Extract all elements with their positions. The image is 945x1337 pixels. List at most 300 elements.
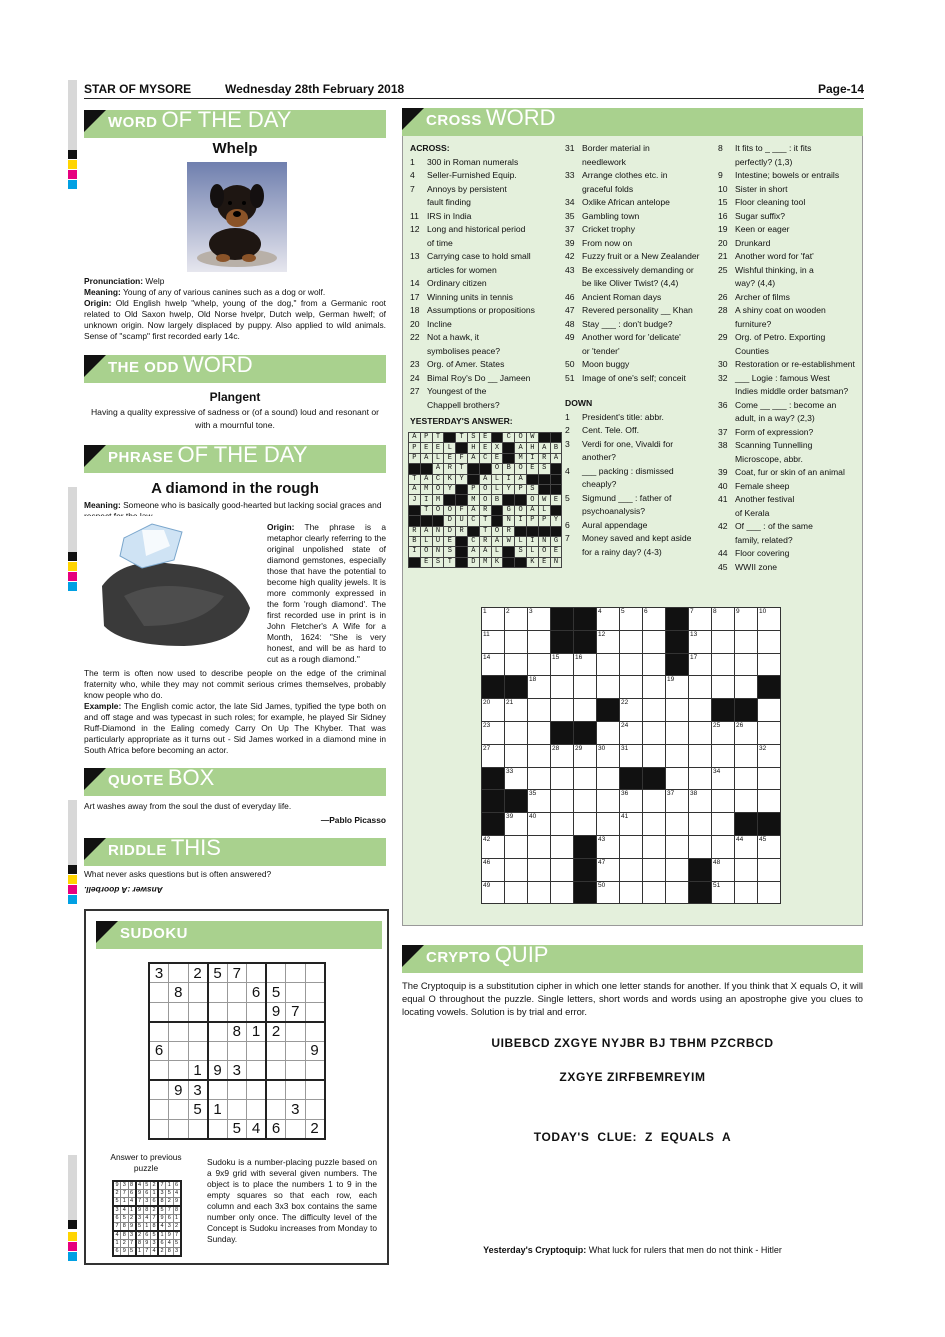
sudoku-cell[interactable]: 5 (227, 1119, 247, 1139)
crossword-cell[interactable] (666, 721, 689, 744)
crossword-cell[interactable]: 38 (689, 790, 712, 813)
sudoku-cell[interactable] (227, 1100, 247, 1120)
sudoku-cell[interactable]: 3 (227, 1061, 247, 1081)
black-square[interactable] (574, 630, 597, 653)
crossword-cell[interactable] (505, 881, 528, 904)
sudoku-cell[interactable]: 3 (188, 1080, 208, 1100)
crossword-cell[interactable]: 49 (482, 881, 505, 904)
crossword-cell[interactable] (666, 835, 689, 858)
crossword-cell[interactable] (735, 881, 758, 904)
crossword-cell[interactable] (620, 881, 643, 904)
sudoku-cell[interactable] (247, 1002, 267, 1022)
sudoku-cell[interactable] (169, 1119, 189, 1139)
black-square[interactable] (666, 630, 689, 653)
black-square[interactable] (574, 858, 597, 881)
crossword-cell[interactable]: 5 (620, 608, 643, 631)
crossword-cell[interactable]: 27 (482, 744, 505, 767)
crossword-cell[interactable] (643, 813, 666, 836)
answer-cell: 1 (121, 1198, 129, 1207)
answer-letter: O (538, 547, 550, 557)
sudoku-cell[interactable] (169, 1022, 189, 1042)
crossword-cell[interactable] (758, 630, 781, 653)
answer-letter: D (444, 516, 456, 526)
clue (718, 372, 863, 386)
black-square[interactable] (551, 721, 574, 744)
black-square (515, 557, 527, 567)
crossword-cell[interactable] (551, 699, 574, 722)
answer-letter: O (491, 526, 503, 536)
sudoku-cell[interactable] (169, 1041, 189, 1061)
sudoku-cell[interactable] (188, 1002, 208, 1022)
sudoku-cell[interactable] (286, 1061, 306, 1081)
black-square[interactable] (482, 767, 505, 790)
clue (718, 561, 863, 575)
sudoku-cell[interactable]: 1 (188, 1061, 208, 1081)
crossword-cell[interactable] (528, 835, 551, 858)
sudoku-cell[interactable] (227, 1002, 247, 1022)
clue-number: 13 (410, 251, 420, 261)
crossword-cell[interactable]: 11 (482, 630, 505, 653)
crossword-cell[interactable] (643, 858, 666, 881)
sudoku-cell[interactable] (227, 1080, 247, 1100)
crossword-cell[interactable] (597, 721, 620, 744)
crossword-cell[interactable]: 41 (620, 813, 643, 836)
sudoku-cell[interactable] (266, 1041, 286, 1061)
crossword-cell[interactable] (689, 813, 712, 836)
answer-letter: R (479, 536, 491, 546)
answer-letter: C (432, 474, 444, 484)
answer-letter: O (420, 547, 432, 557)
sudoku-cell[interactable] (208, 1041, 228, 1061)
black-square (550, 474, 562, 484)
sudoku-cell[interactable] (305, 1080, 325, 1100)
crossword-cell[interactable]: 26 (735, 721, 758, 744)
sudoku-cell[interactable] (247, 1061, 267, 1081)
crossword-cell[interactable]: 28 (551, 744, 574, 767)
crossword-cell[interactable]: 8 (712, 608, 735, 631)
crossword-cell[interactable]: 19 (666, 676, 689, 699)
sudoku-cell[interactable] (188, 1119, 208, 1139)
crossword-cell[interactable]: 10 (758, 608, 781, 631)
sudoku-cell[interactable] (247, 963, 267, 983)
crossword-cell[interactable] (574, 676, 597, 699)
sudoku-cell[interactable] (266, 1100, 286, 1120)
crossword-cell[interactable]: 15 (551, 653, 574, 676)
crossword-cell[interactable] (666, 813, 689, 836)
reg-mark-magenta (68, 572, 77, 581)
sudoku-cell[interactable] (247, 1041, 267, 1061)
crossword-cell[interactable] (643, 881, 666, 904)
crossword-cell[interactable] (735, 767, 758, 790)
sudoku-cell[interactable] (286, 1022, 306, 1042)
crossword-cell[interactable] (758, 767, 781, 790)
black-square[interactable] (666, 608, 689, 631)
crossword-cell[interactable] (574, 699, 597, 722)
crossword-cell[interactable] (735, 858, 758, 881)
crossword-cell[interactable] (597, 767, 620, 790)
sudoku-cell[interactable] (149, 1061, 169, 1081)
answer-letter: A (550, 453, 562, 463)
answer-letter: E (479, 433, 491, 443)
black-square[interactable] (689, 858, 712, 881)
sudoku-cell[interactable]: 2 (305, 1119, 325, 1139)
crossword-cell[interactable] (597, 653, 620, 676)
crossword-cell[interactable]: 9 (735, 608, 758, 631)
sudoku-cell[interactable]: 2 (266, 1022, 286, 1042)
clue-number (718, 534, 735, 548)
sudoku-cell[interactable]: 5 (208, 963, 228, 983)
crossword-cell[interactable]: 43 (597, 835, 620, 858)
black-square (432, 516, 444, 526)
crossword-cell[interactable] (505, 721, 528, 744)
sudoku-cell[interactable] (149, 1002, 169, 1022)
sudoku-cell[interactable]: 9 (208, 1061, 228, 1081)
crossword-cell[interactable] (643, 676, 666, 699)
sudoku-cell[interactable] (247, 1100, 267, 1120)
crossword-cell[interactable] (620, 630, 643, 653)
sudoku-cell[interactable]: 1 (247, 1022, 267, 1042)
sudoku-cell[interactable] (247, 1080, 267, 1100)
crossword-cell[interactable] (643, 653, 666, 676)
crossword-cell[interactable] (712, 835, 735, 858)
black-square[interactable] (505, 676, 528, 699)
answer-letter: Y (456, 474, 468, 484)
sudoku-cell[interactable] (305, 1061, 325, 1081)
crossword-cell[interactable]: 35 (528, 790, 551, 813)
crossword-cell[interactable] (643, 835, 666, 858)
crossword-grid (481, 607, 781, 904)
crossword-cell[interactable] (689, 676, 712, 699)
clue-text: of Kerala (735, 507, 770, 518)
banner-title-bold: CROSS (426, 112, 482, 129)
sudoku-cell[interactable] (169, 963, 189, 983)
sudoku-cell[interactable]: 4 (247, 1119, 267, 1139)
clue (718, 426, 863, 440)
clue-number (718, 385, 735, 399)
sudoku-cell[interactable]: 9 (266, 1002, 286, 1022)
sudoku-cell[interactable] (305, 1022, 325, 1042)
sudoku-cell[interactable] (149, 1100, 169, 1120)
sudoku-cell[interactable]: 7 (286, 1002, 306, 1022)
crossword-cell[interactable]: 34 (712, 767, 735, 790)
answer-letter: C (467, 536, 479, 546)
sudoku-cell[interactable] (208, 1002, 228, 1022)
crossword-cell[interactable]: 31 (620, 744, 643, 767)
crossword-cell[interactable] (735, 676, 758, 699)
crossword-cell[interactable] (528, 881, 551, 904)
black-square[interactable] (482, 676, 505, 699)
black-square[interactable] (505, 790, 528, 813)
sudoku-cell[interactable] (169, 1100, 189, 1120)
crossword-cell[interactable]: 12 (597, 630, 620, 653)
crossword-cell[interactable]: 46 (482, 858, 505, 881)
crossword-cell[interactable]: 14 (482, 653, 505, 676)
sudoku-cell[interactable] (188, 1041, 208, 1061)
crossword-cell[interactable] (597, 790, 620, 813)
clue-number: 2 (565, 425, 570, 435)
black-square[interactable] (597, 699, 620, 722)
answer-cell: 2 (113, 1190, 121, 1198)
crossword-cell[interactable] (528, 630, 551, 653)
crossword-cell[interactable]: 51 (712, 881, 735, 904)
crossword-cell[interactable]: 48 (712, 858, 735, 881)
answer-letter: L (432, 453, 444, 463)
crossword-cell[interactable] (689, 744, 712, 767)
crossword-cell[interactable] (758, 858, 781, 881)
crossword-cell[interactable] (712, 630, 735, 653)
crossword-cell[interactable]: 1 (482, 608, 505, 631)
sudoku-cell[interactable]: 3 (286, 1100, 306, 1120)
crossword-cell[interactable] (712, 676, 735, 699)
clue (718, 412, 863, 426)
crossword-cell[interactable] (689, 835, 712, 858)
crossword-cell[interactable]: 37 (666, 790, 689, 813)
sudoku-cell[interactable] (305, 1100, 325, 1120)
crossword-cell[interactable] (689, 721, 712, 744)
crossword-cell[interactable] (758, 699, 781, 722)
clue-text: Aural appendage (582, 519, 648, 530)
crossword-cell[interactable] (505, 835, 528, 858)
answer-letter: E (491, 453, 503, 463)
crossword-cell[interactable] (505, 630, 528, 653)
crossword-cell[interactable] (689, 767, 712, 790)
clue-number: 37 (718, 426, 728, 437)
crossword-cell[interactable]: 40 (528, 813, 551, 836)
crossword-cell[interactable]: 42 (482, 835, 505, 858)
sudoku-cell[interactable]: 8 (169, 983, 189, 1003)
crossword-cell[interactable]: 17 (689, 653, 712, 676)
black-square[interactable] (758, 813, 781, 836)
crossword-cell[interactable] (666, 881, 689, 904)
clue-text: Incline (427, 318, 452, 329)
sudoku-cell[interactable] (286, 963, 306, 983)
crossword-cell[interactable] (505, 744, 528, 767)
crossword-cell[interactable] (528, 858, 551, 881)
sudoku-cell[interactable] (305, 983, 325, 1003)
crossword-cell[interactable] (574, 767, 597, 790)
sudoku-cell[interactable]: 9 (305, 1041, 325, 1061)
crossword-cell[interactable]: 39 (505, 813, 528, 836)
crossword-cell[interactable]: 4 (597, 608, 620, 631)
answer-letter: Y (503, 484, 515, 494)
crossword-cell[interactable] (505, 653, 528, 676)
answer-letter: O (515, 433, 527, 443)
crossword-cell[interactable]: 6 (643, 608, 666, 631)
crossword-cell[interactable] (643, 630, 666, 653)
crossword-cell[interactable] (643, 744, 666, 767)
sudoku-cell[interactable] (149, 983, 169, 1003)
sudoku-cell[interactable] (188, 983, 208, 1003)
black-square[interactable] (712, 699, 735, 722)
crossword-cell[interactable] (551, 790, 574, 813)
black-square[interactable] (551, 630, 574, 653)
crossword-cell[interactable]: 25 (712, 721, 735, 744)
crossword-cell[interactable]: 30 (597, 744, 620, 767)
sudoku-cell[interactable]: 3 (149, 963, 169, 983)
sudoku-cell[interactable] (208, 983, 228, 1003)
crossword-cell[interactable] (666, 767, 689, 790)
crossword-cell[interactable] (551, 835, 574, 858)
crossword-cell[interactable] (758, 881, 781, 904)
black-square[interactable] (689, 881, 712, 904)
sudoku-cell[interactable]: 5 (188, 1100, 208, 1120)
clue (410, 237, 560, 251)
crossword-cell[interactable]: 32 (758, 744, 781, 767)
crossword-cell[interactable] (735, 744, 758, 767)
crossword-cell[interactable] (574, 813, 597, 836)
crossword-cell[interactable]: 20 (482, 699, 505, 722)
black-square[interactable] (620, 767, 643, 790)
sudoku-cell[interactable] (149, 1080, 169, 1100)
sudoku-cell[interactable] (208, 1080, 228, 1100)
sudoku-cell[interactable] (169, 1061, 189, 1081)
crossword-cell[interactable] (551, 676, 574, 699)
sudoku-cell[interactable]: 1 (208, 1100, 228, 1120)
clue (718, 210, 863, 224)
black-square[interactable] (574, 721, 597, 744)
crossword-cell[interactable] (528, 653, 551, 676)
sudoku-cell[interactable] (266, 963, 286, 983)
clue (718, 331, 863, 345)
sudoku-cell[interactable] (266, 1080, 286, 1100)
crossword-cell[interactable] (643, 721, 666, 744)
crossword-cell[interactable]: 23 (482, 721, 505, 744)
crossword-cell[interactable] (551, 881, 574, 904)
sudoku-cell[interactable] (227, 1041, 247, 1061)
black-square[interactable] (574, 608, 597, 631)
crossword-cell[interactable] (597, 676, 620, 699)
crossword-cell[interactable] (620, 653, 643, 676)
word-of-day-word: Whelp (212, 140, 258, 157)
sudoku-cell[interactable]: 6 (247, 983, 267, 1003)
black-square (420, 464, 432, 474)
crossword-cell[interactable] (712, 744, 735, 767)
sudoku-cell[interactable] (149, 1119, 169, 1139)
crossword-cell[interactable] (528, 699, 551, 722)
black-square[interactable] (574, 835, 597, 858)
crossword-cell[interactable] (620, 835, 643, 858)
clue (718, 520, 863, 534)
crossword-cell[interactable]: 36 (620, 790, 643, 813)
clue (718, 466, 863, 480)
clue-text: for a rainy day? (4-3) (582, 546, 662, 557)
crossword-cell[interactable] (551, 767, 574, 790)
black-square[interactable] (482, 813, 505, 836)
crossword-cell[interactable] (666, 858, 689, 881)
crossword-cell[interactable] (758, 653, 781, 676)
crossword-cell[interactable] (712, 813, 735, 836)
crossword-cell[interactable]: 21 (505, 699, 528, 722)
sudoku-cell[interactable] (227, 983, 247, 1003)
crossword-cell[interactable]: 3 (528, 608, 551, 631)
crossword-cell[interactable] (689, 699, 712, 722)
crossword-cell[interactable] (735, 630, 758, 653)
crossword-cell[interactable] (758, 721, 781, 744)
crossword-cell[interactable]: 50 (597, 881, 620, 904)
crossword-cell[interactable]: 13 (689, 630, 712, 653)
crossword-cell[interactable]: 33 (505, 767, 528, 790)
sudoku-cell[interactable] (208, 1119, 228, 1139)
answer-cell: 5 (166, 1190, 174, 1198)
sudoku-cell[interactable]: 7 (227, 963, 247, 983)
black-square[interactable] (482, 790, 505, 813)
sudoku-cell[interactable] (286, 1080, 306, 1100)
crossword-cell[interactable] (666, 699, 689, 722)
crossword-cell[interactable]: 24 (620, 721, 643, 744)
crossword-cell[interactable]: 22 (620, 699, 643, 722)
crossword-cell[interactable] (758, 790, 781, 813)
crossword-cell[interactable] (620, 858, 643, 881)
black-square[interactable] (643, 767, 666, 790)
crossword-cell[interactable] (643, 699, 666, 722)
clue-number: 49 (565, 332, 575, 342)
crossword-cell[interactable] (551, 813, 574, 836)
crossword-cell[interactable] (643, 790, 666, 813)
answer-letter: Y (444, 484, 456, 494)
black-square (538, 433, 550, 443)
crossword-cell[interactable] (528, 767, 551, 790)
crossword-cell[interactable] (528, 721, 551, 744)
crossword-cell[interactable] (712, 653, 735, 676)
sudoku-cell[interactable] (286, 983, 306, 1003)
sudoku-cell[interactable]: 9 (169, 1080, 189, 1100)
sudoku-cell[interactable] (266, 1061, 286, 1081)
sudoku-cell[interactable]: 8 (227, 1022, 247, 1042)
crossword-cell[interactable]: 47 (597, 858, 620, 881)
crossword-cell[interactable] (597, 813, 620, 836)
reg-mark-yellow (68, 562, 77, 571)
sudoku-cell[interactable] (208, 1022, 228, 1042)
crossword-cell[interactable]: 44 (735, 835, 758, 858)
sudoku-cell[interactable] (286, 1119, 306, 1139)
answer-letter: R (444, 464, 456, 474)
black-square[interactable] (666, 653, 689, 676)
crossword-cell[interactable]: 2 (505, 608, 528, 631)
sudoku-cell[interactable] (305, 1002, 325, 1022)
crossword-cell[interactable] (505, 858, 528, 881)
phrase-origin (267, 522, 386, 665)
sudoku-cell[interactable]: 6 (266, 1119, 286, 1139)
black-square[interactable] (735, 699, 758, 722)
crossword-cell[interactable] (735, 653, 758, 676)
black-square[interactable] (735, 813, 758, 836)
black-square[interactable] (574, 881, 597, 904)
sudoku-cell[interactable] (169, 1002, 189, 1022)
crossword-cell[interactable] (551, 858, 574, 881)
crossword-cell[interactable]: 7 (689, 608, 712, 631)
sudoku-cell[interactable]: 5 (266, 983, 286, 1003)
sudoku-cell[interactable]: 6 (149, 1041, 169, 1061)
crossword-cell[interactable] (666, 744, 689, 767)
crossword-cell[interactable] (620, 676, 643, 699)
sudoku-cell[interactable] (286, 1041, 306, 1061)
crossword-cell[interactable] (712, 790, 735, 813)
crossword-cell[interactable]: 29 (574, 744, 597, 767)
crossword-cell[interactable] (528, 744, 551, 767)
crossword-cell[interactable]: 45 (758, 835, 781, 858)
crossword-cell[interactable]: 16 (574, 653, 597, 676)
sudoku-cell[interactable] (305, 963, 325, 983)
sudoku-cell[interactable] (188, 1022, 208, 1042)
crossword-cell[interactable] (574, 790, 597, 813)
crossword-cell[interactable] (735, 790, 758, 813)
black-square[interactable] (551, 608, 574, 631)
sudoku-cell[interactable]: 2 (188, 963, 208, 983)
black-square[interactable] (758, 676, 781, 699)
sudoku-cell[interactable] (149, 1022, 169, 1042)
crossword-cell[interactable]: 18 (528, 676, 551, 699)
answer-cell: 8 (136, 1240, 144, 1248)
